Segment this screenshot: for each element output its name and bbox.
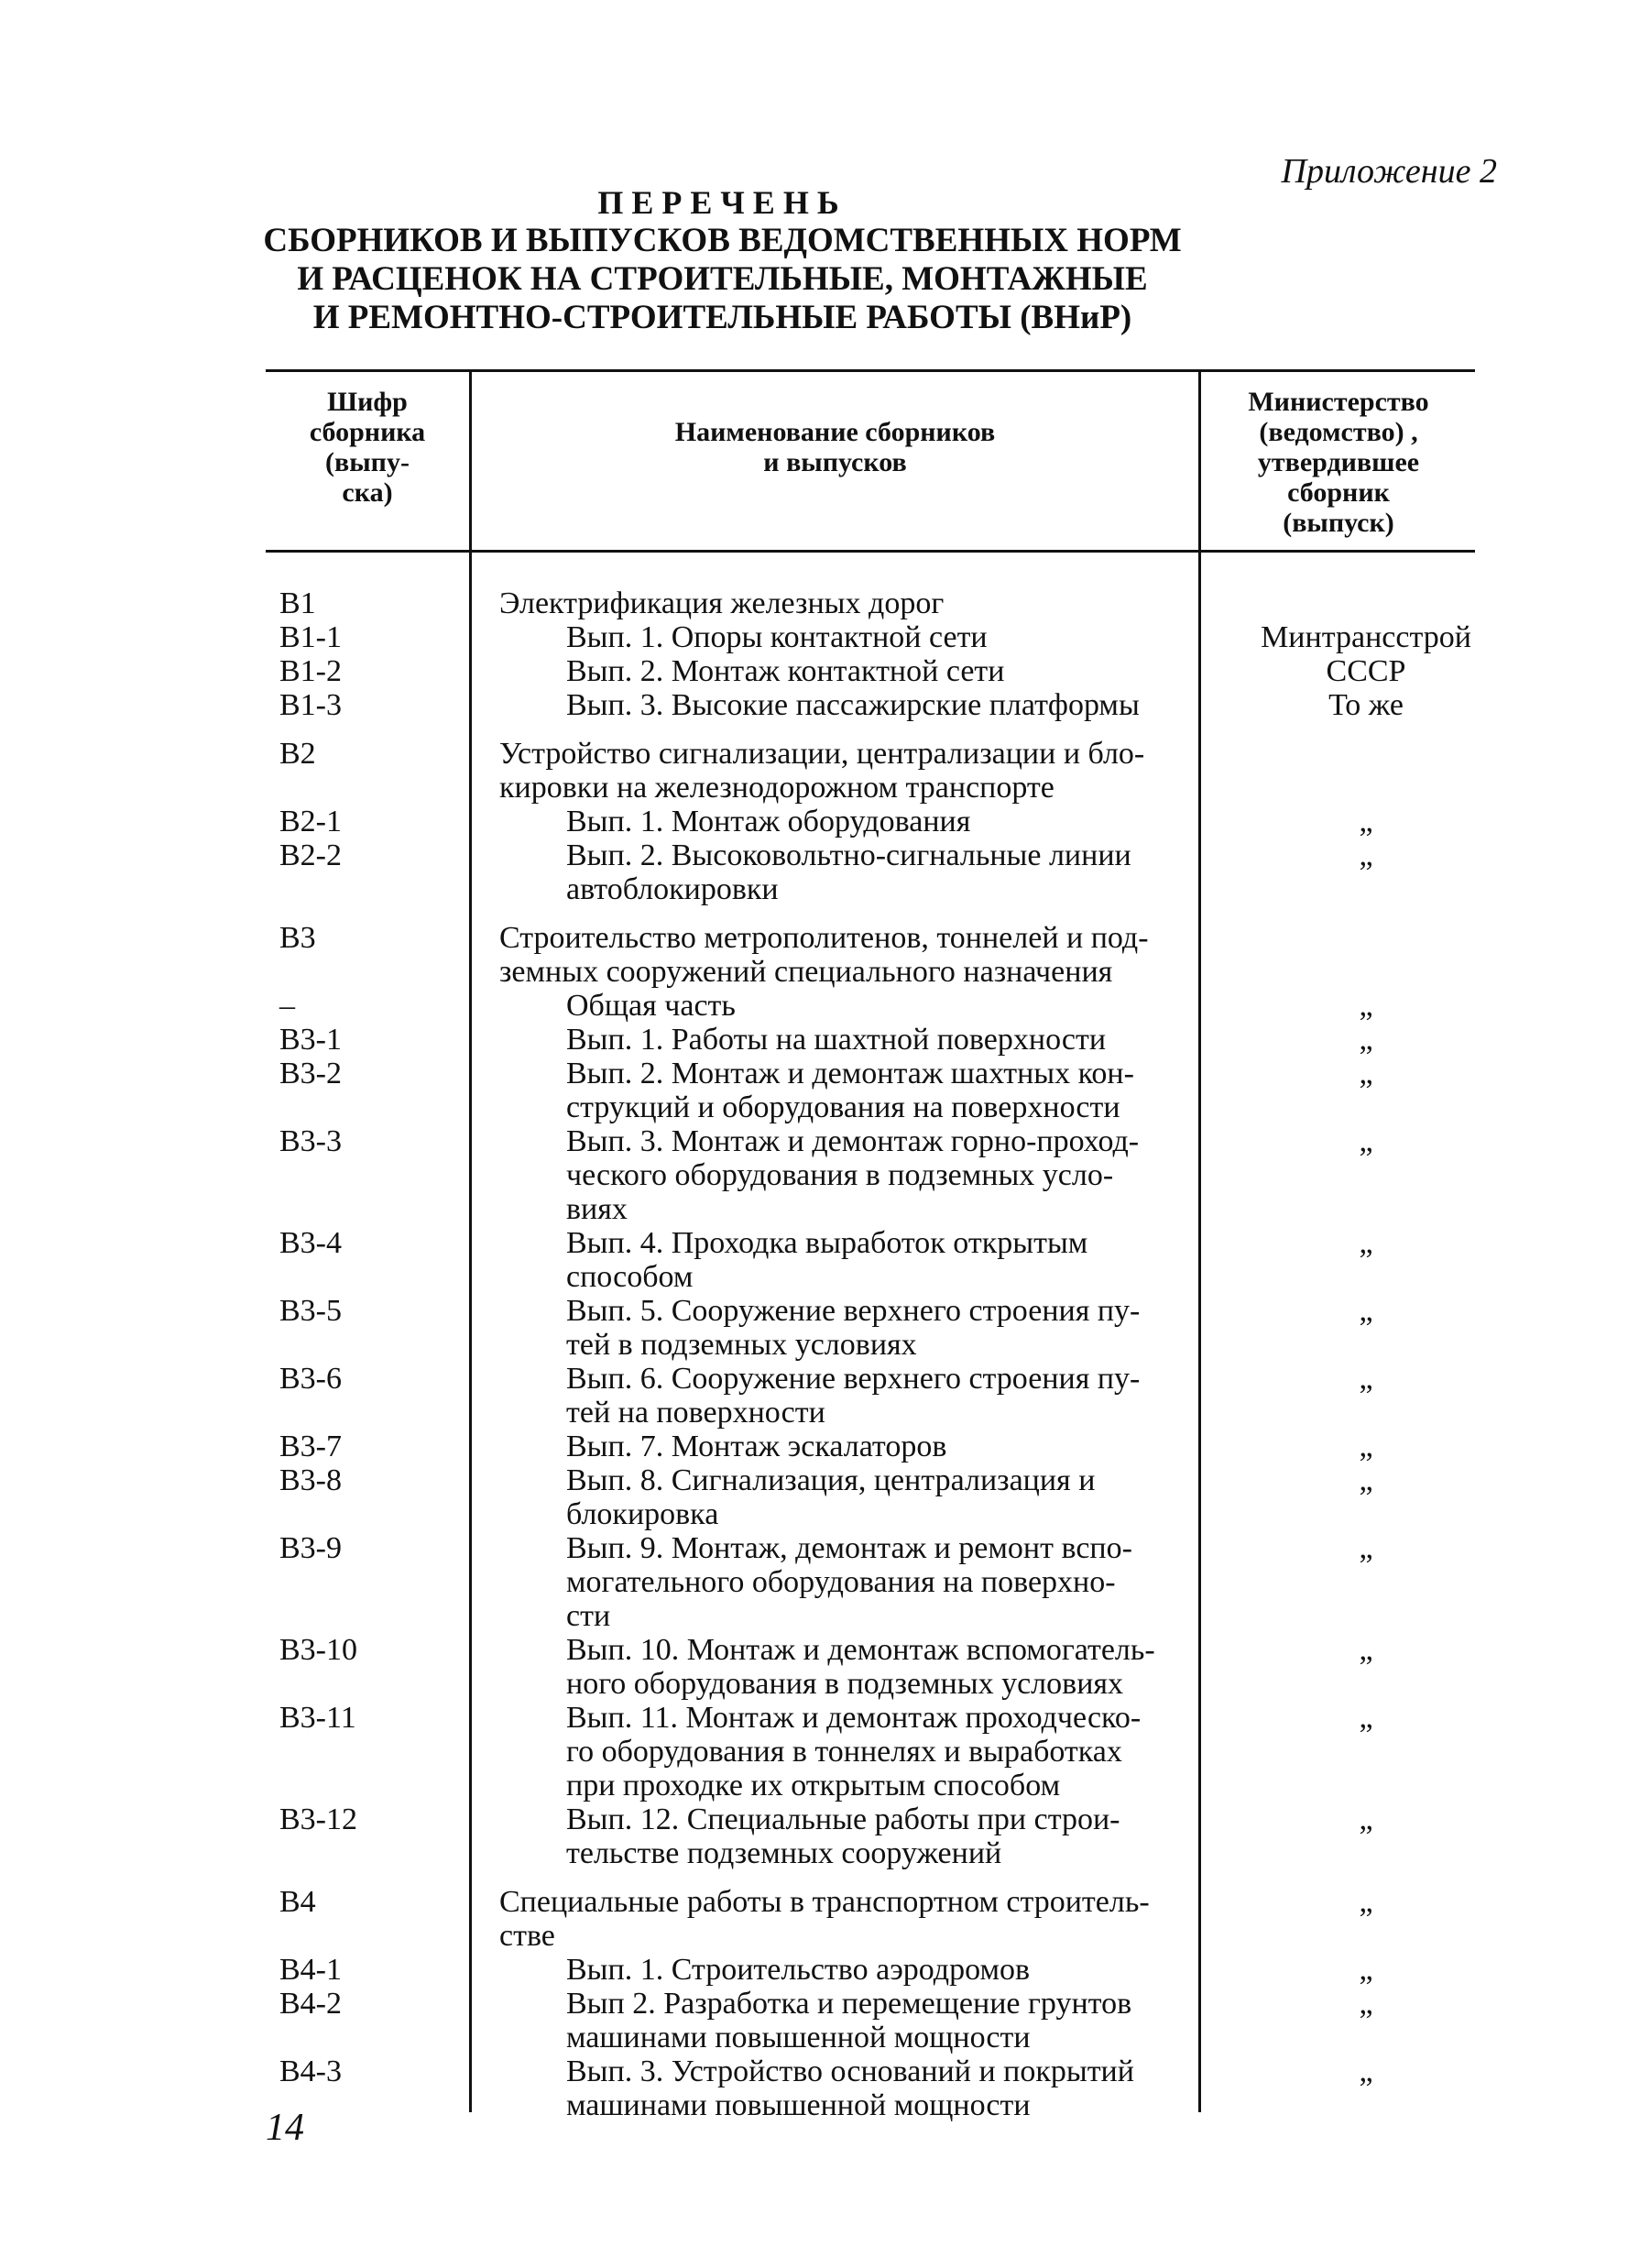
- row-name-line: ческого оборудования в подземных усло-: [566, 1158, 1114, 1192]
- row-name: [490, 1987, 1223, 2054]
- row-name: [490, 1430, 1223, 1463]
- table-row: [0, 1057, 1628, 1124]
- row-name-line: Электрификация железных дорог: [499, 586, 945, 620]
- row-code: В3-4: [279, 1226, 342, 1260]
- row-name: [490, 1953, 1223, 1987]
- table-row: [0, 1362, 1628, 1430]
- title-line: И РЕМОНТНО-СТРОИТЕЛЬНЫЕ РАБОТЫ (ВНиР): [312, 299, 1132, 336]
- row-ministry: То же: [1328, 688, 1404, 722]
- row-name: [490, 989, 1223, 1023]
- row-name-line: Вып. 7. Монтаж эскалаторов: [566, 1430, 947, 1463]
- row-name-line: го оборудования в тоннелях и выработках: [566, 1735, 1122, 1769]
- row-code: В1-1: [279, 620, 342, 654]
- row-ministry: „: [1359, 1802, 1373, 1836]
- row-name: [490, 1463, 1223, 1531]
- title-line: И РАСЦЕНОК НА СТРОИТЕЛЬНЫЕ, МОНТАЖНЫЕ: [297, 260, 1148, 298]
- row-name-line: Вып. 4. Проходка выработок открытым: [566, 1226, 1088, 1260]
- row-code: –: [279, 989, 295, 1023]
- row-code: В2-1: [279, 805, 342, 838]
- row-code: В3: [279, 921, 316, 955]
- table-row: [0, 1124, 1628, 1226]
- table-row: [0, 1987, 1628, 2054]
- row-name-line: при проходке их открытым способом: [566, 1769, 1061, 1802]
- table-row: [0, 1953, 1628, 1987]
- header-text: Наименование сборников: [674, 417, 996, 447]
- row-name-line: автоблокировки: [566, 872, 779, 906]
- row-code: В3-9: [279, 1531, 342, 1565]
- row-ministry: Минтрансстрой: [1261, 620, 1471, 654]
- row-ministry: „: [1359, 1124, 1373, 1158]
- table-row: [0, 838, 1628, 906]
- table-row: [0, 1885, 1628, 1953]
- table-row: [0, 586, 1628, 620]
- row-ministry: „: [1359, 1226, 1373, 1260]
- header-text: сборника: [309, 417, 426, 447]
- row-code: В3-2: [279, 1057, 342, 1090]
- row-ministry: „: [1359, 1463, 1373, 1497]
- row-name: [490, 1294, 1223, 1362]
- row-name: [490, 1057, 1223, 1124]
- row-code: В2: [279, 737, 316, 771]
- row-name-line: стве: [499, 1919, 555, 1953]
- header-text: Шифр: [327, 387, 408, 417]
- row-name-line: сти: [566, 1599, 611, 1633]
- table-row: [0, 1226, 1628, 1294]
- table-header-rule: [266, 550, 1475, 553]
- page-number: 14: [266, 2107, 304, 2149]
- row-ministry: „: [1359, 1987, 1373, 2021]
- row-name-line: Вып. 1. Опоры контактной сети: [566, 620, 988, 654]
- row-ministry: „: [1359, 1023, 1373, 1057]
- table-row: [0, 989, 1628, 1023]
- row-name: [490, 805, 1223, 838]
- row-name-line: тей в подземных условиях: [566, 1328, 917, 1362]
- row-name-line: Вып. 12. Специальные работы при строи-: [566, 1802, 1120, 1836]
- row-name-line: могательного оборудования на поверхно-: [566, 1565, 1116, 1599]
- table-row: [0, 1531, 1628, 1633]
- table-row: [0, 1701, 1628, 1802]
- header-text: ска): [342, 477, 393, 508]
- header-name: [472, 417, 1198, 477]
- row-name-line: Вып. 10. Монтаж и демонтаж вспомогатель-: [566, 1633, 1155, 1667]
- header-text: (выпуск): [1283, 508, 1394, 538]
- row-name-line: Вып. 2. Монтаж и демонтаж шахтных кон-: [566, 1057, 1134, 1090]
- row-ministry: „: [1359, 1430, 1373, 1463]
- row-ministry: „: [1359, 838, 1373, 872]
- row-code: В1-2: [279, 654, 342, 688]
- row-code: В3-1: [279, 1023, 342, 1057]
- row-code: В3-7: [279, 1430, 342, 1463]
- row-name: [490, 1023, 1223, 1057]
- row-name-line: машинами повышенной мощности: [566, 2021, 1031, 2054]
- row-name-line: земных сооружений специального назначения: [499, 955, 1113, 989]
- title-line: СБОРНИКОВ И ВЫПУСКОВ ВЕДОМСТВЕННЫХ НОРМ: [263, 222, 1182, 259]
- row-name-line: Вып. 5. Сооружение верхнего строения пу-: [566, 1294, 1141, 1328]
- row-code: В3-12: [279, 1802, 357, 1836]
- row-ministry: „: [1359, 1701, 1373, 1735]
- row-ministry: „: [1359, 1294, 1373, 1328]
- row-name-line: ного оборудования в подземных условиях: [566, 1667, 1124, 1701]
- row-name-line: кировки на железнодорожном транспорте: [499, 771, 1054, 805]
- row-name: [490, 1531, 1223, 1633]
- row-name-line: способом: [566, 1260, 694, 1294]
- row-name: [490, 688, 1223, 722]
- row-ministry: СССР: [1326, 654, 1406, 688]
- header-text: (ведомство) ,: [1259, 417, 1418, 447]
- row-name-line: Вып. 11. Монтаж и демонтаж проходческо-: [566, 1701, 1142, 1735]
- row-ministry: „: [1359, 989, 1373, 1023]
- row-name: [490, 1701, 1223, 1802]
- table-row: [0, 654, 1628, 688]
- row-name-line: Вып. 9. Монтаж, демонтаж и ремонт вспо-: [566, 1531, 1132, 1565]
- row-name-line: Устройство сигнализации, централизации и бло-: [499, 737, 1145, 771]
- row-name-line: Вып. 2. Высоковольтно-сигнальные линии: [566, 838, 1131, 872]
- row-code: В4-3: [279, 2054, 342, 2088]
- table-row: [0, 1802, 1628, 1870]
- row-name-line: Вып. 3. Высокие пассажирские платформы: [566, 688, 1140, 722]
- row-ministry: „: [1359, 805, 1373, 838]
- row-name-line: Специальные работы в транспортном строитель-: [499, 1885, 1150, 1919]
- header-text: Министерство: [1248, 387, 1429, 417]
- row-name: [490, 1885, 1223, 1953]
- appendix-label: Приложение 2: [1281, 152, 1497, 191]
- row-ministry: [1223, 921, 1509, 989]
- row-code: В3-10: [279, 1633, 357, 1667]
- row-ministry: „: [1359, 1885, 1373, 1919]
- row-name-line: Вып 2. Разработка и перемещение грунтов: [566, 1987, 1132, 2021]
- table-row: [0, 1463, 1628, 1531]
- row-ministry: „: [1359, 1633, 1373, 1667]
- header-code: [266, 387, 469, 508]
- row-code: В3-11: [279, 1701, 356, 1735]
- header-text: утвердившее: [1257, 447, 1420, 477]
- row-name: [490, 921, 1223, 989]
- row-name-line: Вып. 1. Монтаж оборудования: [566, 805, 971, 838]
- row-name-line: тельстве подземных сооружений: [566, 1836, 1002, 1870]
- row-code: В1-3: [279, 688, 342, 722]
- row-name-line: виях: [566, 1192, 628, 1226]
- table-row: [0, 620, 1628, 654]
- row-code: В4: [279, 1885, 316, 1919]
- row-code: В4-1: [279, 1953, 342, 1987]
- row-name-line: блокировка: [566, 1497, 719, 1531]
- row-ministry: [1223, 586, 1509, 620]
- row-name-line: Вып. 1. Работы на шахтной поверхности: [566, 1023, 1107, 1057]
- row-name-line: Вып. 6. Сооружение верхнего строения пу-: [566, 1362, 1141, 1396]
- row-name: [490, 737, 1223, 805]
- row-name: [490, 1226, 1223, 1294]
- table-top-rule: [266, 369, 1475, 372]
- table-row: [0, 1294, 1628, 1362]
- row-code: В3-3: [279, 1124, 342, 1158]
- document-title: [0, 183, 1628, 337]
- row-code: В3-5: [279, 1294, 342, 1328]
- row-code: В3-6: [279, 1362, 342, 1396]
- row-name-line: Вып. 3. Устройство оснований и покрытий: [566, 2054, 1134, 2088]
- row-code: В3-8: [279, 1463, 342, 1497]
- row-ministry: „: [1359, 1362, 1373, 1396]
- row-name-line: машинами повышенной мощности: [566, 2088, 1031, 2122]
- row-ministry: „: [1359, 1531, 1373, 1565]
- table-row: [0, 805, 1628, 838]
- row-name: [490, 1362, 1223, 1430]
- row-name-line: Вып. 1. Строительство аэродромов: [566, 1953, 1031, 1987]
- row-code: В4-2: [279, 1987, 342, 2021]
- row-ministry: „: [1359, 1057, 1373, 1090]
- table-body: [0, 586, 1628, 2122]
- row-name-line: Вып. 3. Монтаж и демонтаж горно-проход-: [566, 1124, 1140, 1158]
- table-row: [0, 1633, 1628, 1701]
- row-code: В1: [279, 586, 316, 620]
- row-name: [490, 838, 1223, 906]
- row-name-line: тей на поверхности: [566, 1396, 825, 1430]
- table-row: [0, 921, 1628, 989]
- row-name: [490, 654, 1223, 688]
- row-name-line: Вып. 2. Монтаж контактной сети: [566, 654, 1005, 688]
- table-row: [0, 737, 1628, 805]
- row-name: [490, 1124, 1223, 1226]
- row-name: [490, 586, 1223, 620]
- row-name: [490, 2054, 1223, 2122]
- row-ministry: „: [1359, 2054, 1373, 2088]
- row-name-line: Общая часть: [566, 989, 736, 1023]
- row-ministry: „: [1359, 1953, 1373, 1987]
- row-name: [490, 1802, 1223, 1870]
- header-ministry: [1201, 387, 1476, 538]
- table-row: [0, 1023, 1628, 1057]
- row-ministry: [1223, 737, 1509, 805]
- row-name-line: Вып. 8. Сигнализация, централизация и: [566, 1463, 1096, 1497]
- row-name: [490, 620, 1223, 654]
- table-row: [0, 2054, 1628, 2122]
- row-name-line: струкций и оборудования на поверхности: [566, 1090, 1120, 1124]
- header-text: сборник: [1287, 477, 1390, 508]
- header-text: и выпусков: [763, 447, 907, 477]
- table-row: [0, 1430, 1628, 1463]
- title-line: ПЕРЕЧЕНЬ: [597, 184, 847, 221]
- row-name: [490, 1633, 1223, 1701]
- header-text: (выпу-: [325, 447, 410, 477]
- row-name-line: Строительство метрополитенов, тоннелей и под-: [499, 921, 1149, 955]
- table-row: [0, 688, 1628, 722]
- row-code: В2-2: [279, 838, 342, 872]
